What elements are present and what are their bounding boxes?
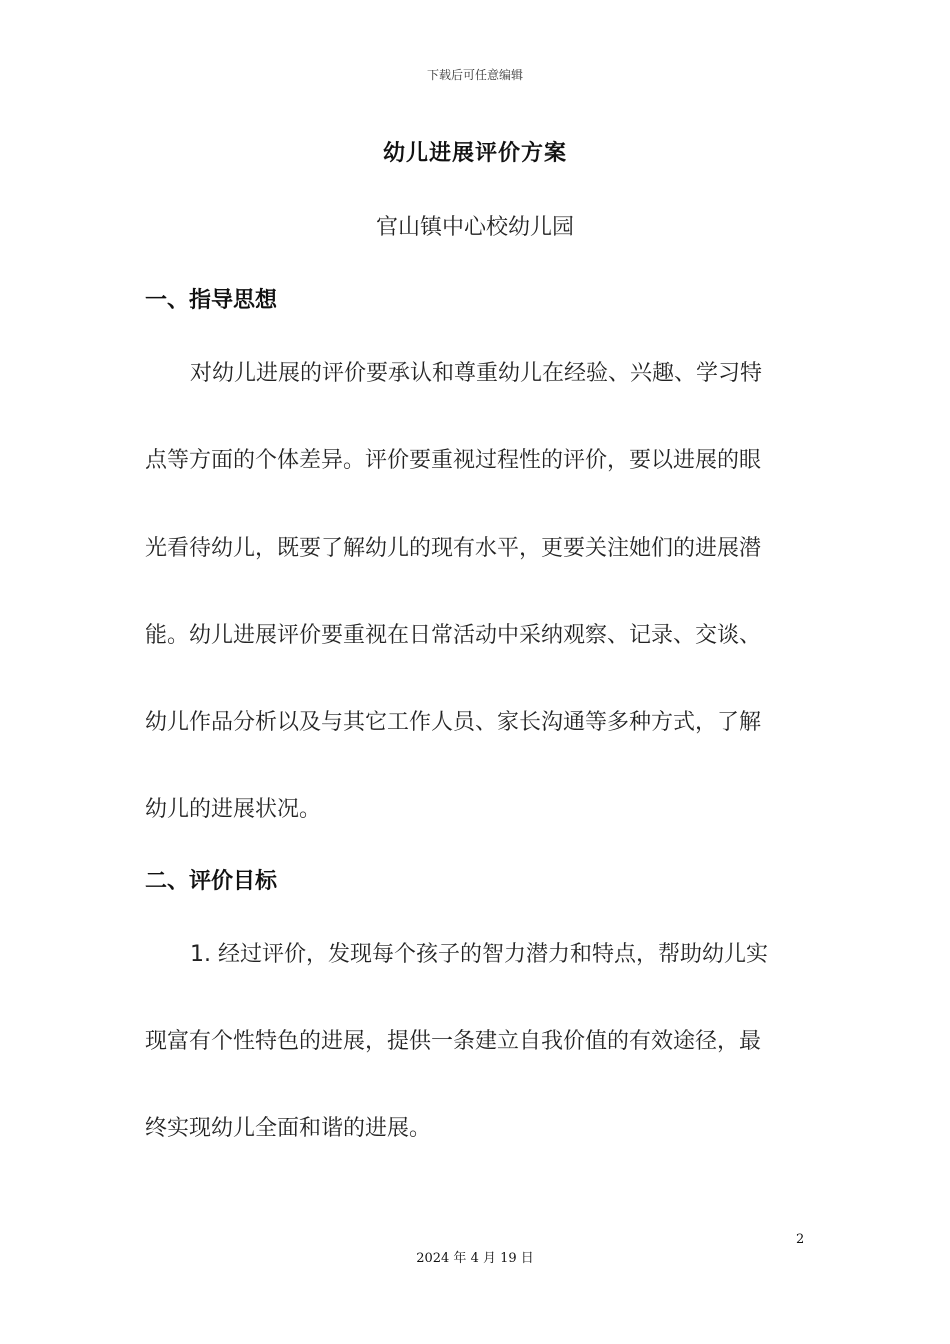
paragraph-line: 1. 经过评价，发现每个孩子的智力潜力和特点，帮助幼儿实 (190, 942, 768, 967)
paragraph-line: 现富有个性特色的进展，提供一条建立自我价值的有效途径，最 (145, 1029, 762, 1054)
document-subtitle: 官山镇中心校幼儿园 (375, 215, 574, 240)
paragraph-line: 点等方面的个体差异。评价要重视过程性的评价，要以进展的眼 (145, 448, 762, 473)
paragraph-line: 幼儿作品分析以及与其它工作人员、家长沟通等多种方式，了解 (145, 710, 762, 735)
footer-date: 2024 年 4 月 19 日 (416, 1251, 534, 1266)
paragraph-line: 终实现幼儿全面和谐的进展。 (145, 1116, 432, 1141)
header-note: 下载后可任意编辑 (426, 68, 523, 82)
section-heading-guiding-ideology: 一、指导思想 (145, 288, 278, 313)
page-number: 2 (796, 1232, 805, 1247)
paragraph-line: 光看待幼儿，既要了解幼儿的现有水平，更要关注她们的进展潜 (145, 536, 762, 561)
paragraph-line: 能。幼儿进展评价要重视在日常活动中采纳观察、记录、交谈、 (145, 623, 762, 648)
paragraph-line: 幼儿的进展状况。 (145, 797, 322, 822)
document-title: 幼儿进展评价方案 (382, 141, 567, 166)
paragraph-line: 对幼儿进展的评价要承认和尊重幼儿在经验、兴趣、学习特 (190, 361, 763, 386)
section-heading-evaluation-goals: 二、评价目标 (145, 869, 278, 894)
